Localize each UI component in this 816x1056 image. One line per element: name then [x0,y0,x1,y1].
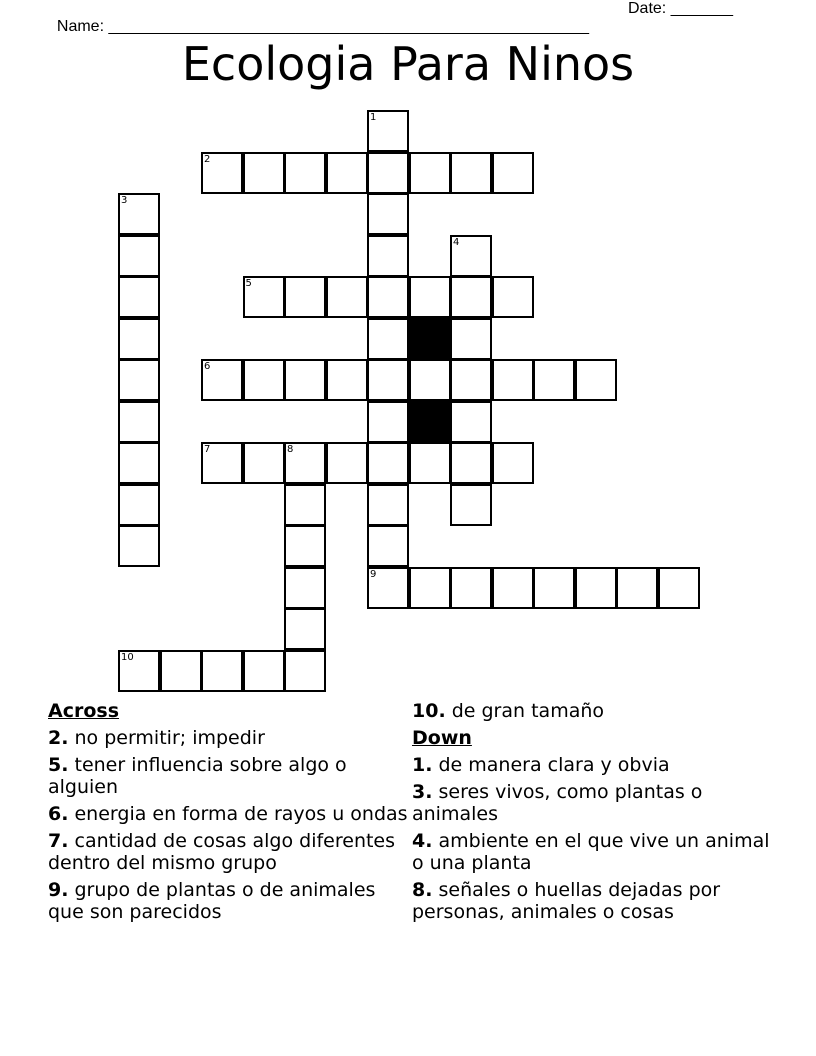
crossword-cell[interactable] [367,235,409,277]
date-field-label: Date: _______ [628,0,733,17]
crossword-cell[interactable] [326,152,368,194]
clue-number: 4 [453,236,460,248]
clue-across-5: 5. tener influencia sobre algo o alguien [48,754,347,798]
crossword-cell[interactable] [201,359,243,401]
crossword-cell[interactable] [450,359,492,401]
crossword-cell[interactable] [367,567,409,609]
clue-across-7: 7. cantidad de cosas algo diferentes dentro del mismo grupo [48,830,396,874]
crossword-cell[interactable] [450,401,492,443]
clue-number: 10 [121,651,134,663]
clue-number: 8 [287,444,294,455]
clue-number: 2 [204,153,211,165]
crossword-cell[interactable] [118,359,160,401]
crossword-cell[interactable] [284,276,326,318]
crossword-cell[interactable] [367,110,409,152]
crossword-cell[interactable] [658,567,700,609]
crossword-cell[interactable] [450,152,492,194]
name-field-label: Name: ______________________________________________________ [56,18,589,35]
clue-across-6: 6. energia en forma de rayos u ondas [48,803,408,825]
clue-down-8: 8. señales o huellas dejadas por personas, animales o cosas [412,879,721,923]
crossword-cell[interactable] [118,525,160,567]
clue-across-10: 10. de gran tamaño [412,700,605,722]
crossword-cell[interactable] [160,650,202,692]
crossword-cell[interactable] [284,567,326,609]
down-heading: Down [412,727,472,749]
clue-across-2: 2. no permitir; impedir [48,727,265,749]
crossword-cell[interactable] [284,359,326,401]
crossword-cell[interactable] [409,442,451,484]
clues-right-column [412,700,772,928]
crossword-cell[interactable] [326,359,368,401]
crossword-cell[interactable] [284,442,326,484]
crossword-cell[interactable] [367,193,409,235]
crossword-cell[interactable] [450,318,492,360]
crossword-cell[interactable] [118,235,160,277]
crossword-cell[interactable] [616,567,658,609]
crossword-cell[interactable] [492,359,534,401]
clue-down-4: 4. ambiente en el que vive un animal o una planta [412,830,770,874]
crossword-cell[interactable] [575,359,617,401]
crossword-cell[interactable] [409,152,451,194]
crossword-cell[interactable] [284,608,326,650]
crossword-cell[interactable] [118,442,160,484]
crossword-cell[interactable] [450,276,492,318]
crossword-cell[interactable] [326,442,368,484]
crossword-cell[interactable] [284,152,326,194]
crossword-cell[interactable] [118,650,160,692]
crossword-cell[interactable] [450,567,492,609]
clue-number: 1 [370,112,377,123]
clues-left-column [48,700,410,928]
crossword-cell[interactable] [326,276,368,318]
across-heading: Across [48,700,120,722]
crossword-cell[interactable] [450,484,492,526]
clue-number: 3 [121,195,128,206]
crossword-cell[interactable] [367,152,409,194]
crossword-cell[interactable] [533,567,575,609]
crossword-cell[interactable] [367,484,409,526]
crossword-cell[interactable] [492,152,534,194]
crossword-cell[interactable] [118,318,160,360]
crossword-block-cell [409,318,451,360]
crossword-cell[interactable] [243,359,285,401]
crossword-cell[interactable] [118,484,160,526]
crossword-cell[interactable] [367,442,409,484]
crossword-cell[interactable] [284,484,326,526]
crossword-cell[interactable] [201,152,243,194]
crossword-cell[interactable] [367,525,409,567]
crossword-cell[interactable] [492,567,534,609]
crossword-cell[interactable] [450,235,492,277]
crossword-cell[interactable] [367,318,409,360]
crossword-cell[interactable] [118,401,160,443]
crossword-cell[interactable] [118,193,160,235]
clue-number: 6 [204,361,211,372]
crossword-cell[interactable] [201,650,243,692]
crossword-cell[interactable] [533,359,575,401]
crossword-cell[interactable] [409,276,451,318]
crossword-cell[interactable] [284,650,326,692]
clue-across-9: 9. grupo de plantas o de animales que son parecidos [48,879,376,923]
crossword-cell[interactable] [243,152,285,194]
crossword-cell[interactable] [409,567,451,609]
crossword-cell[interactable] [367,401,409,443]
crossword-cell[interactable] [367,359,409,401]
clue-down-1: 1. de manera clara y obvia [412,754,670,776]
clue-number: 9 [370,568,377,580]
crossword-cell[interactable] [243,442,285,484]
crossword-cell[interactable] [409,359,451,401]
crossword-cell[interactable] [450,442,492,484]
crossword-cell[interactable] [118,276,160,318]
page-title: Ecologia Para Ninos [181,37,635,91]
crossword-cell[interactable] [243,276,285,318]
crossword-cell[interactable] [201,442,243,484]
crossword-block-cell [409,401,451,443]
crossword-cell[interactable] [492,276,534,318]
clue-number: 5 [245,278,252,289]
crossword-cell[interactable] [492,442,534,484]
crossword-cell[interactable] [243,650,285,692]
clue-down-3: 3. seres vivos, como plantas o animales [412,781,703,825]
crossword-cell[interactable] [284,525,326,567]
crossword-cell[interactable] [367,276,409,318]
clue-number: 7 [204,444,211,455]
crossword-cell[interactable] [575,567,617,609]
